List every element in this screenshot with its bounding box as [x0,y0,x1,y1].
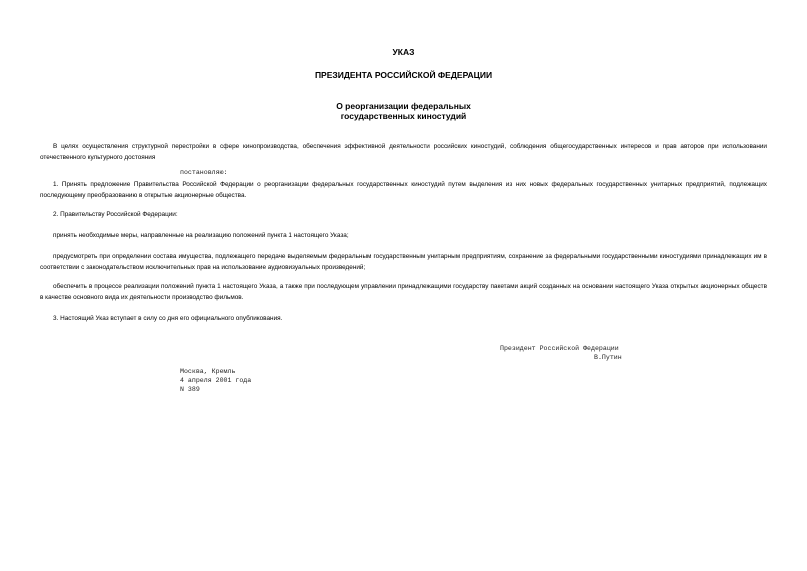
item-2b-paragraph: предусмотреть при определении состава имущества, подлежащего передаче выделяемым федеральным государственным унитарным предприятиям, сохранение за федеральными государственными киностудиями принадлежащих им в соответствии с законодательством исключительных прав на использование аудиовизуальных произведений; [40,253,767,271]
item-2c-paragraph: обеспечить в процессе реализации положений пункта 1 настоящего Указа, а также при последующем управлении принадлежащими государству пакетами акций созданных на основании настоящего Указа открытых акционерных обществ в качестве основного вида их деятельности производство фильмов. [40,283,767,301]
document-issuer: ПРЕЗИДЕНТА РОССИЙСКОЙ ФЕДЕРАЦИИ [314,70,493,80]
item-3-paragraph: 3. Настоящий Указ вступает в силу со дня его официального опубликования. [53,315,283,322]
item-2a-paragraph: принять необходимые меры, направленные на реализацию положений пункта 1 настоящего Указа; [53,232,349,239]
footer-place: Москва, Кремль [180,368,236,375]
document-subject-line2: государственных киностудий [340,111,467,121]
footer-date: 4 апреля 2001 года [180,377,252,384]
item-2-paragraph: 2. Правительству Российской Федерации: [53,211,178,218]
footer-number: N 389 [180,386,200,393]
signature-position: Президент Российской Федерации [500,345,619,352]
decree-word: постановляю: [180,169,228,176]
item-1-paragraph: 1. Принять предложение Правительства Российской Федерации о реорганизации федеральных государственных киностудий путем выделения из них новых федеральных государственных унитарных предприятий, подлежащих последующему преобразованию в открытые акционерные общества. [40,181,767,199]
signature-name: В.Путин [594,354,622,361]
document-subject-line1: О реорганизации федеральных [336,101,471,111]
preamble-paragraph: В целях осуществления структурной перестройки в сфере кинопроизводства, обеспечения эффективной деятельности российских киностудий, соблюдения общегосударственных интересов и прав авторов при использовании отечественного культурного достояния [40,143,767,161]
document-title: УКАЗ [392,47,415,57]
